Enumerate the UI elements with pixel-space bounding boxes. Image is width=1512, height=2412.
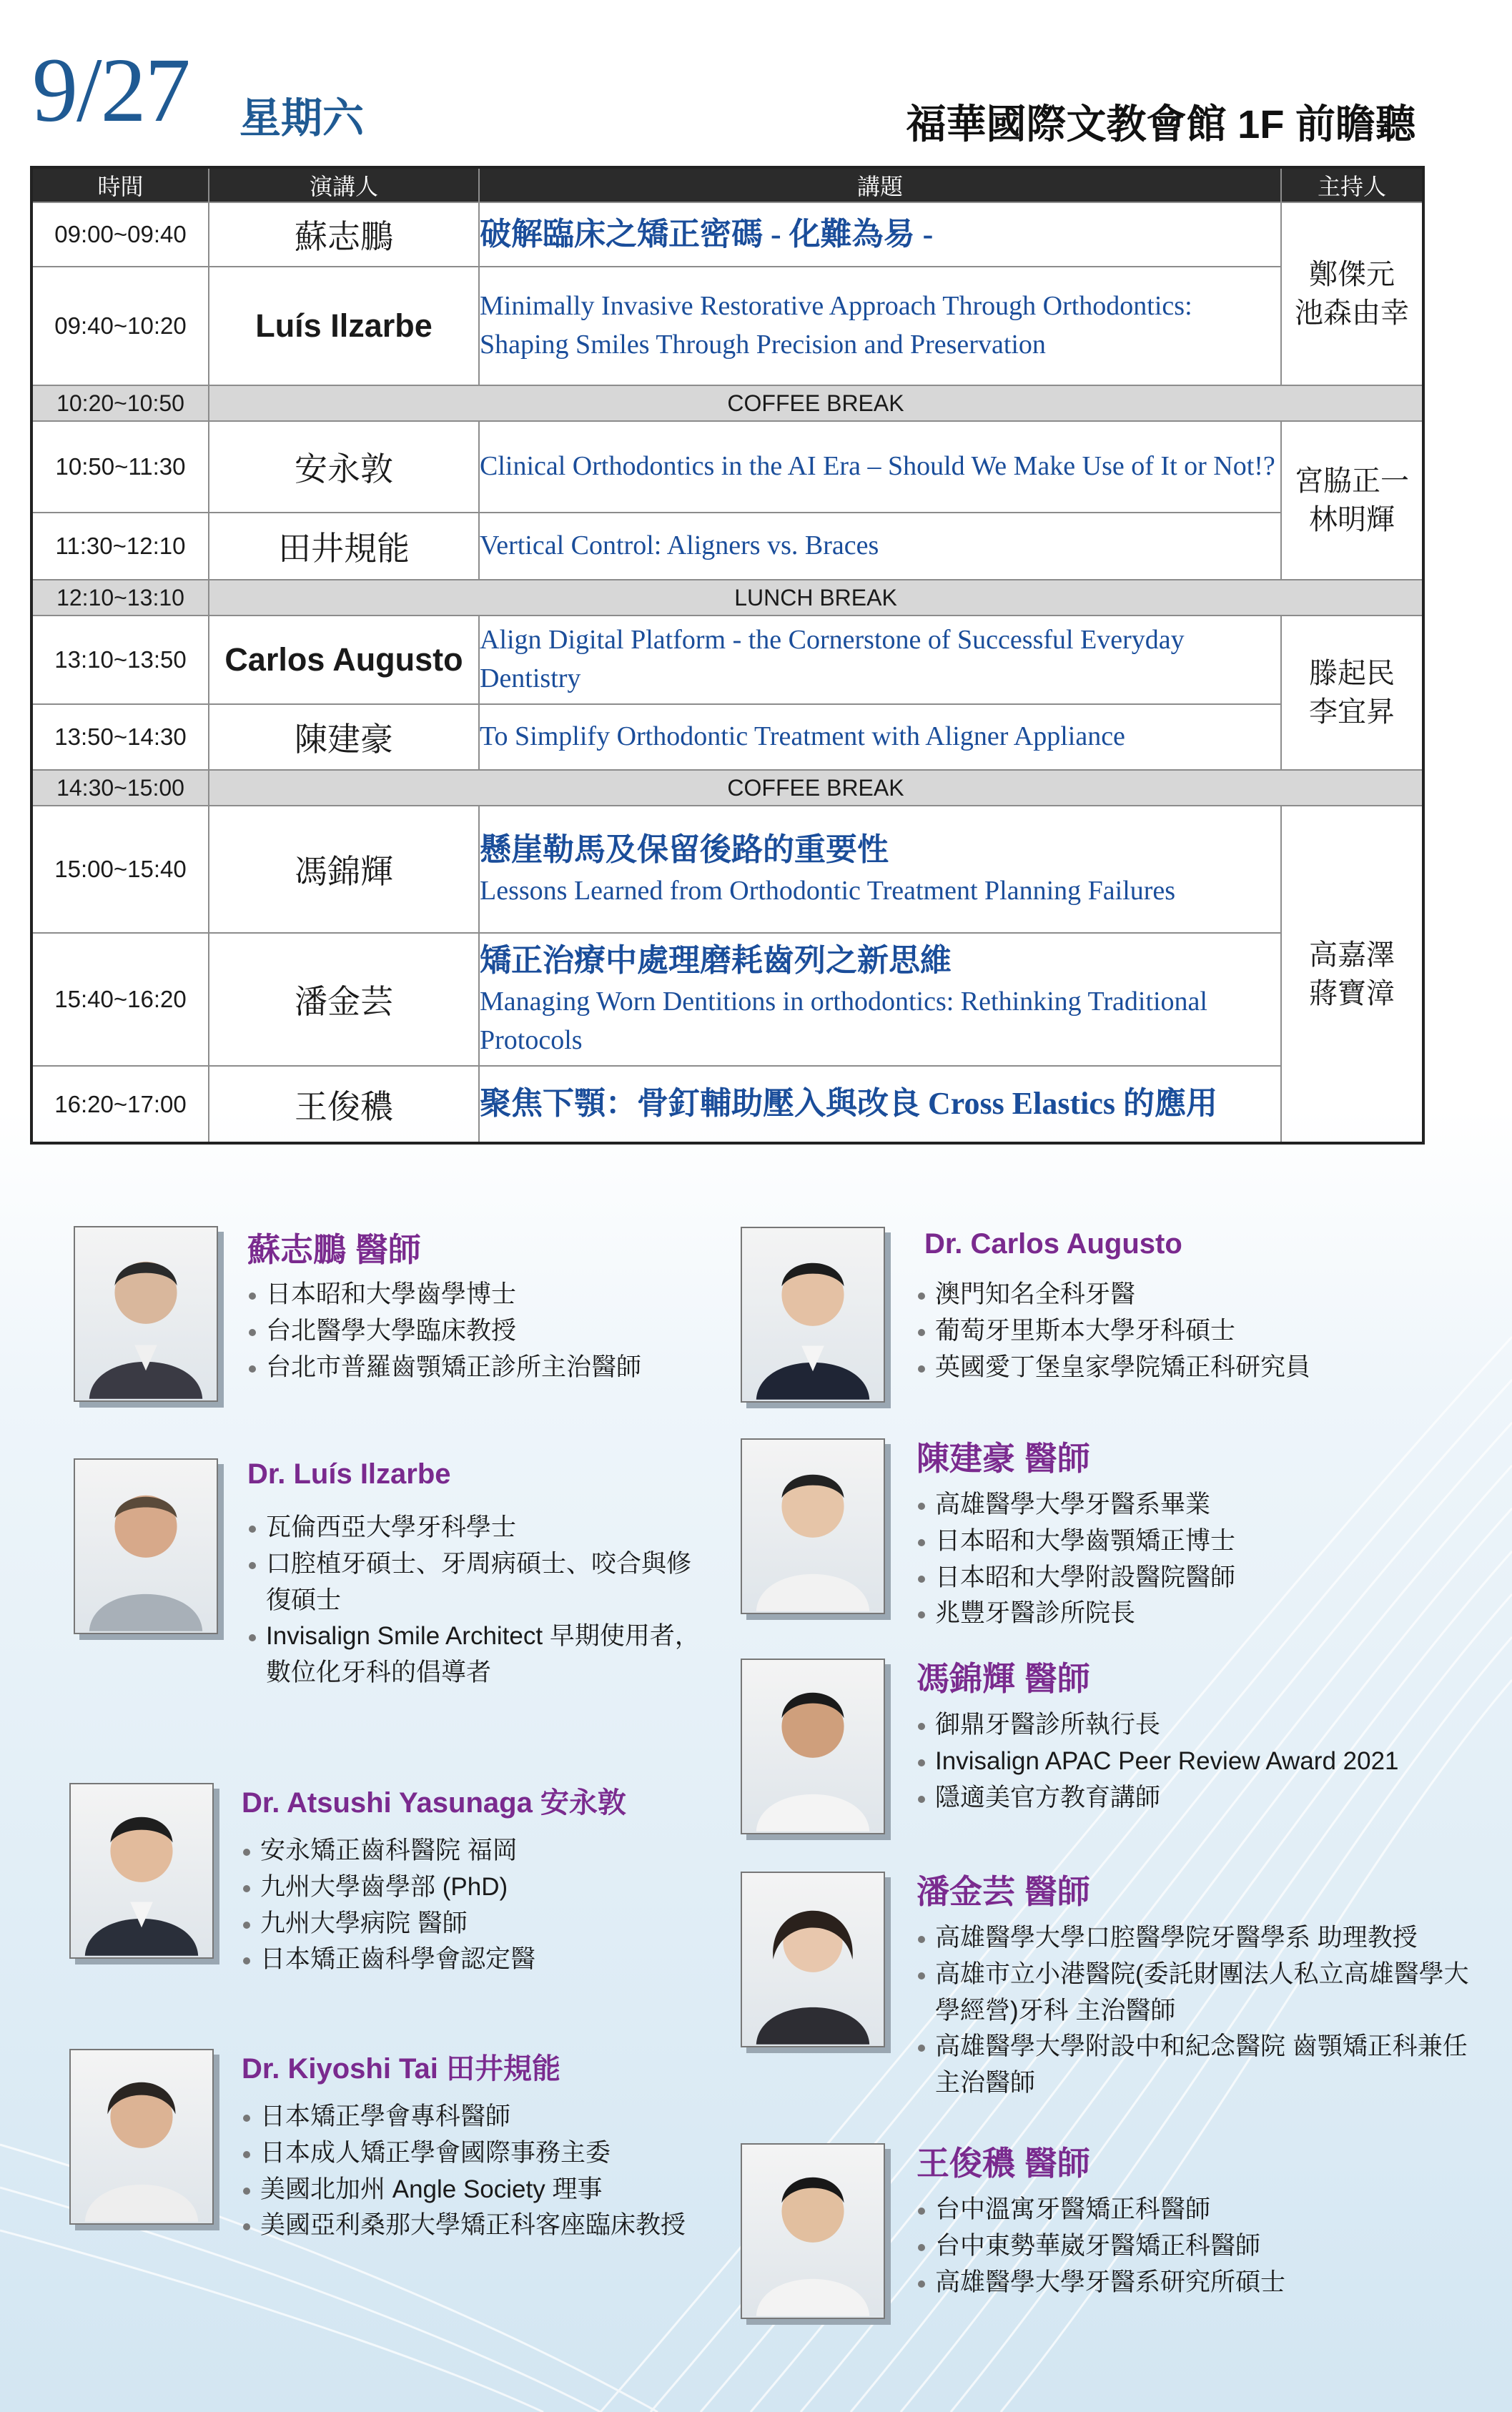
- row-time: 09:40~10:20: [31, 267, 209, 385]
- row-speaker: 田井規能: [209, 513, 479, 580]
- speaker-photo: [741, 1872, 885, 2047]
- bio-list: [247, 1277, 733, 1385]
- bio-item: 高雄醫學大學牙醫系畢業: [916, 1487, 1460, 1523]
- event-weekday: 星期六: [239, 95, 365, 142]
- row-time: 16:20~17:00: [31, 1066, 209, 1143]
- bio-item: 口腔植牙碩士、牙周病碩士、咬合與修復碩士: [247, 1546, 705, 1619]
- row-topic: [479, 933, 1281, 1066]
- row-speaker: 潘金芸: [209, 933, 479, 1066]
- speaker-photo: [741, 1659, 885, 1834]
- row-topic-en: Lessons Learned from Orthodontic Treatment Planning Failures: [480, 876, 1176, 906]
- speaker-name: 潘金芸 醫師: [916, 1873, 1090, 1910]
- host-name: 高嘉澤: [1309, 939, 1395, 971]
- bio-item: 隱適美官方教育講師: [916, 1780, 1488, 1817]
- bio-item: 高雄市立小港醫院(委託財團法人私立高雄醫學大學經營)牙科 主治醫師: [916, 1957, 1474, 2030]
- row-topic-zh: 矯正治療中處理磨耗齒列之新思維: [480, 942, 952, 978]
- bio-item: 兆豐牙醫診所院長: [916, 1596, 1460, 1632]
- break-label: LUNCH BREAK: [209, 580, 1423, 616]
- host-name: 鄭傑元: [1309, 259, 1395, 290]
- speaker-photo: [69, 1783, 214, 1959]
- event-date: 9/27: [32, 39, 189, 141]
- row-time: 11:30~12:10: [31, 513, 209, 580]
- row-topic-text: 破解臨床之矯正密碼 - 化難為易 -: [480, 216, 934, 252]
- row-speaker: Carlos Augusto: [209, 616, 479, 704]
- row-speaker: 王俊穠: [209, 1066, 479, 1143]
- bio-item: 日本成人矯正學會國際事務主委: [242, 2135, 728, 2172]
- header-host: 主持人: [1281, 167, 1423, 202]
- bio-item: 美國亞利桑那大學矯正科客座臨床教授: [242, 2208, 728, 2244]
- bio-list: [916, 2192, 1474, 2300]
- row-speaker: 馮錦輝: [209, 806, 479, 933]
- row-topic: Vertical Control: Aligners vs. Braces: [479, 513, 1281, 580]
- host-name: 林明輝: [1309, 504, 1395, 535]
- row-host: [1281, 616, 1423, 770]
- bio-item: 瓦倫西亞大學牙科學士: [247, 1510, 705, 1546]
- row-topic: Align Digital Platform - the Cornerstone of Successful Everyday Dentistry: [479, 616, 1281, 704]
- event-venue: 福華國際文教會館 1F 前瞻聽: [906, 102, 1415, 147]
- speaker-photo: [741, 1227, 885, 1403]
- host-name: 池森由幸: [1295, 297, 1409, 329]
- speaker-photo: [69, 2049, 214, 2225]
- bio-item: 日本昭和大學齒學博士: [247, 1277, 733, 1313]
- row-time: 14:30~15:00: [31, 770, 209, 806]
- bio-item: 台北醫學大學臨床教授: [247, 1313, 733, 1350]
- row-speaker: 安永敦: [209, 421, 479, 513]
- row-host: [1281, 202, 1423, 385]
- row-topic: [479, 806, 1281, 933]
- break-row: [31, 770, 1423, 806]
- bio-item: 九州大學病院 醫師: [242, 1906, 728, 1942]
- speaker-name: Dr. Luís Ilzarbe: [247, 1458, 451, 1490]
- row-time: 09:00~09:40: [31, 202, 209, 267]
- bio-item: 高雄醫學大學口腔醫學院牙醫學系 助理教授: [916, 1920, 1474, 1957]
- bio-item: 葡萄牙里斯本大學牙科碩士: [916, 1313, 1460, 1350]
- bio-list: [242, 1833, 728, 1978]
- table-row: [31, 806, 1423, 933]
- row-speaker: Luís Ilzarbe: [209, 267, 479, 385]
- speaker-name: 王俊穠 醫師: [916, 2145, 1090, 2182]
- break-row: [31, 580, 1423, 616]
- row-topic: To Simplify Orthodontic Treatment with Aligner Appliance: [479, 704, 1281, 770]
- row-time: 13:10~13:50: [31, 616, 209, 704]
- host-name: 李宜昇: [1309, 696, 1395, 728]
- bio-list: [916, 1487, 1460, 1632]
- bio-item: 高雄醫學大學附設中和紀念醫院 齒顎矯正科兼任主治醫師: [916, 2029, 1474, 2102]
- bio-item: 台中東勢華崴牙醫矯正科醫師: [916, 2228, 1474, 2265]
- speaker-name: 蘇志鵬 醫師: [247, 1231, 421, 1268]
- bio-list: [916, 1707, 1488, 1816]
- speaker-photo: [74, 1226, 218, 1402]
- speaker-photo: [741, 2143, 885, 2319]
- bio-item: 高雄醫學大學牙醫系研究所碩士: [916, 2265, 1474, 2301]
- host-name: 宮脇正一: [1295, 465, 1409, 497]
- row-topic: [479, 1066, 1281, 1143]
- bio-item: 日本矯正齒科學會認定醫: [242, 1942, 728, 1978]
- speaker-name: Dr. Kiyoshi Tai 田井規能: [242, 2053, 560, 2085]
- table-row: [31, 202, 1423, 267]
- host-name: 蔣寶漳: [1309, 977, 1395, 1009]
- break-label: COFFEE BREAK: [209, 770, 1423, 806]
- row-speaker: 蘇志鵬: [209, 202, 479, 267]
- row-topic-text: 聚焦下顎：骨釘輔助壓入與改良 Cross Elastics 的應用: [480, 1086, 1217, 1122]
- row-speaker: 陳建豪: [209, 704, 479, 770]
- speaker-name: Dr. Carlos Augusto: [924, 1228, 1182, 1260]
- row-time: 10:20~10:50: [31, 385, 209, 421]
- bio-item: 英國愛丁堡皇家學院矯正科研究員: [916, 1350, 1460, 1386]
- table-row: [31, 1066, 1423, 1143]
- row-topic: Minimally Invasive Restorative Approach Through Orthodontics: Shaping Smiles Through Precision and Preservation: [479, 267, 1281, 385]
- break-label: COFFEE BREAK: [209, 385, 1423, 421]
- row-topic: Clinical Orthodontics in the AI Era – Should We Make Use of It or Not!?: [479, 421, 1281, 513]
- row-time: 15:00~15:40: [31, 806, 209, 933]
- row-host: [1281, 806, 1423, 1143]
- table-row: [31, 704, 1423, 770]
- table-row: [31, 513, 1423, 580]
- header-topic: 講題: [479, 167, 1281, 202]
- row-topic-zh: 懸崖勒馬及保留後路的重要性: [480, 831, 889, 867]
- schedule-table: [30, 166, 1425, 1145]
- bio-list: [916, 1920, 1474, 2102]
- row-topic: [479, 202, 1281, 267]
- bio-item: Invisalign Smile Architect 早期使用者，數位化牙科的倡導者: [247, 1618, 705, 1691]
- bio-item: 御鼎牙醫診所執行長: [916, 1707, 1488, 1744]
- table-row: [31, 267, 1423, 385]
- row-time: 15:40~16:20: [31, 933, 209, 1066]
- bio-list: [247, 1510, 705, 1691]
- bio-item: 日本昭和大學齒顎矯正博士: [916, 1523, 1460, 1560]
- row-host: [1281, 421, 1423, 580]
- bio-item: Invisalign APAC Peer Review Award 2021: [916, 1744, 1488, 1780]
- header-speaker: 演講人: [209, 167, 479, 202]
- speaker-name: 馮錦輝 醫師: [916, 1660, 1090, 1697]
- break-row: [31, 385, 1423, 421]
- bio-item: 日本昭和大學附設醫院醫師: [916, 1560, 1460, 1596]
- bio-item: 澳門知名全科牙醫: [916, 1277, 1460, 1313]
- speaker-photo: [74, 1458, 218, 1634]
- row-time: 10:50~11:30: [31, 421, 209, 513]
- bio-list: [242, 2099, 728, 2244]
- bio-item: 美國北加州 Angle Society 理事: [242, 2172, 728, 2208]
- bio-list: [916, 1277, 1460, 1385]
- table-row: [31, 616, 1423, 704]
- table-row: [31, 933, 1423, 1066]
- table-row: [31, 421, 1423, 513]
- host-name: 滕起民: [1309, 658, 1395, 689]
- speaker-name: 陳建豪 醫師: [916, 1440, 1090, 1477]
- bio-item: 安永矯正齒科醫院 福岡: [242, 1833, 728, 1869]
- table-header-row: [31, 167, 1423, 202]
- bio-item: 九州大學齒學部 (PhD): [242, 1869, 728, 1906]
- speaker-name: Dr. Atsushi Yasunaga 安永敦: [242, 1787, 626, 1819]
- bio-item: 日本矯正學會專科醫師: [242, 2099, 728, 2135]
- row-time: 13:50~14:30: [31, 704, 209, 770]
- bio-item: 台中溫寓牙醫矯正科醫師: [916, 2192, 1474, 2228]
- bio-item: 台北市普羅齒顎矯正診所主治醫師: [247, 1350, 733, 1386]
- row-time: 12:10~13:10: [31, 580, 209, 616]
- header-time: 時間: [31, 167, 209, 202]
- row-topic-en: Managing Worn Dentitions in orthodontics: Rethinking Traditional Protocols: [480, 987, 1207, 1056]
- speaker-photo: [741, 1438, 885, 1614]
